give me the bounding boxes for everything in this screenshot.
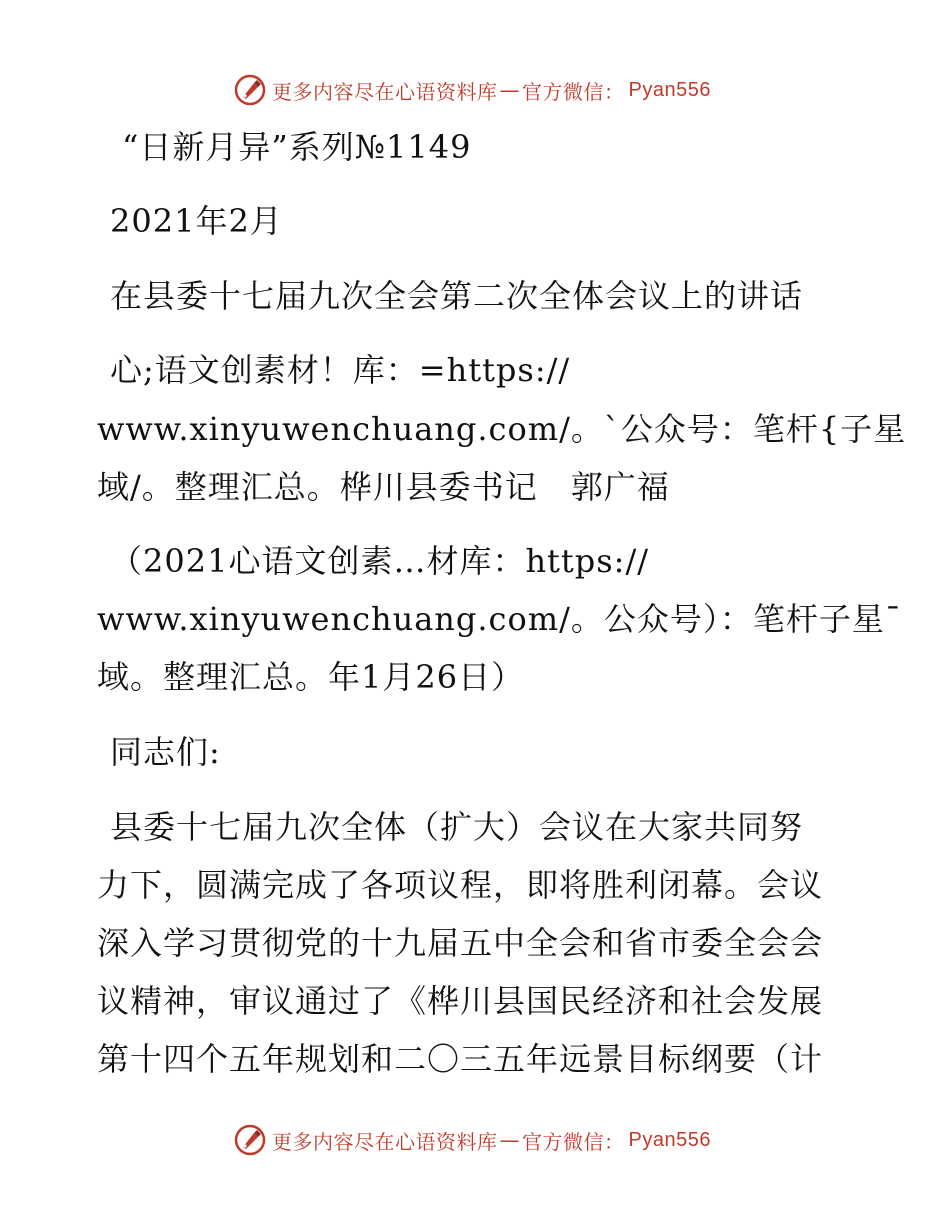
- watermark-wechat-id: Pyan556: [628, 78, 711, 101]
- body-line: 深入学习贯彻党的十九届五中全会和省市委全会会: [97, 924, 824, 962]
- document-title: 在县委十七届九次全会第二次全体会议上的讲话: [110, 277, 804, 315]
- body-line: 域/。整理汇总。桦川县委书记 郭广福: [97, 468, 670, 506]
- body-line: （2021心语文创素…材库：https://: [110, 542, 650, 580]
- body-line: www.xinyuwenchuang.com/。公众号）：笔杆子星¯: [97, 600, 902, 638]
- body-line: 县委十七届九次全体（扩大）会议在大家共同努: [110, 808, 804, 846]
- pen-nib-logo-icon: [234, 74, 266, 106]
- watermark-dash: —: [499, 78, 520, 102]
- watermark-dash: —: [499, 1128, 520, 1152]
- header-watermark: [234, 72, 711, 108]
- body-line: 力下，圆满完成了各项议程，即将胜利闭幕。会议: [97, 866, 824, 904]
- watermark-wechat-label: 官方微信：: [522, 1129, 625, 1154]
- salutation: 同志们:: [110, 733, 221, 771]
- body-line: 域。整理汇总。年1月26日）: [97, 658, 525, 696]
- body-line: 议精神，审议通过了《桦川县国民经济和社会发展: [97, 982, 824, 1020]
- document-date: 2021年2月: [110, 202, 283, 240]
- watermark-brand: 更多内容尽在心语资料库: [272, 1129, 498, 1154]
- watermark-wechat-label: 官方微信：: [522, 79, 625, 104]
- body-line: 第十四个五年规划和二〇三五年远景目标纲要（计: [97, 1040, 824, 1078]
- body-line: 心;语文创素材！库：=https://: [110, 351, 571, 389]
- footer-watermark: [234, 1122, 711, 1158]
- body-line: www.xinyuwenchuang.com/。`公众号：笔杆{子星: [97, 410, 907, 448]
- watermark-brand: 更多内容尽在心语资料库: [272, 79, 498, 104]
- document-series: “日新月异”系列№1149: [122, 128, 472, 166]
- pen-nib-logo-icon: [234, 1124, 266, 1156]
- watermark-wechat-id: Pyan556: [628, 1128, 711, 1151]
